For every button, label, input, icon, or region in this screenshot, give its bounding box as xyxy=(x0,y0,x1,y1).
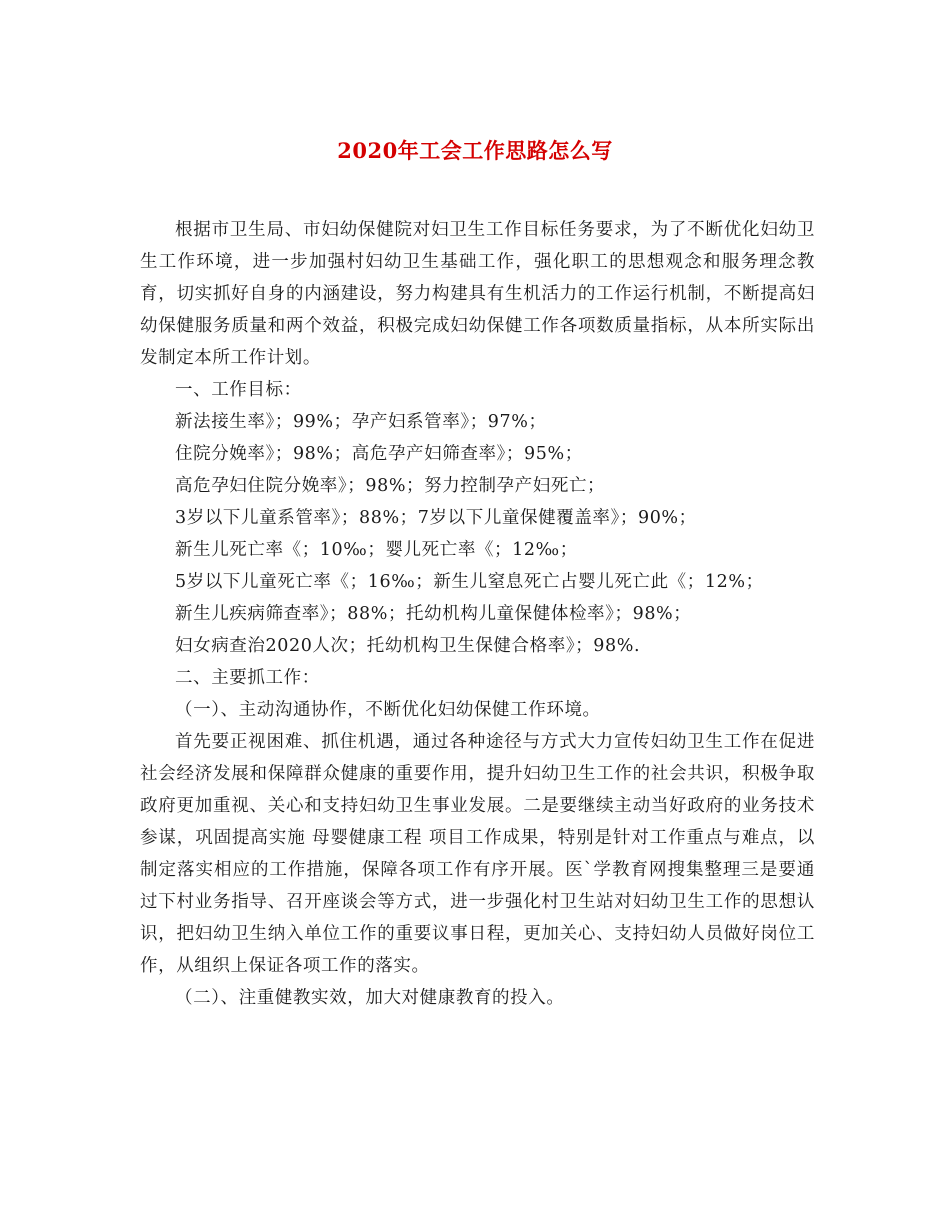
subsection-heading-1: （一）、主动沟通协作，不断优化妇幼保健工作环境。 xyxy=(175,700,601,720)
section-heading-goals: 一、工作目标： xyxy=(175,380,302,400)
document-body xyxy=(140,214,815,1014)
subsection-heading-2: （二）、注重健教实效，加大对健康教育的投入。 xyxy=(175,988,565,1008)
section-heading-main-work: 二、主要抓工作： xyxy=(175,668,320,688)
goal-line: 3岁以下儿童系管率》；88%；7岁以下儿童保健覆盖率》；90%； xyxy=(175,508,697,528)
goal-line: 5岁以下儿童死亡率《；16‰；新生儿窒息死亡占婴儿死亡此《；12%； xyxy=(175,572,764,592)
goal-line: 新生儿死亡率《；10‰；婴儿死亡率《；12‰； xyxy=(175,540,578,560)
subsection-1-paragraph: 首先要正视困难、抓住机遇，通过各种途径与方式大力宣传妇幼卫生工作在促进社会经济发展和保障群众健康的重要作用，提升妇幼卫生工作的社会共识，积极争取政府更加重视、关心和支持妇幼卫生事业发展。二是要继续主动当好政府的业务技术参谋，巩固提高实施 母婴健康工程 项目工作成果，特别是针对工作重点与难点，以制定落实相应的工作措施，保障各项工作有序开展。医`学教育网搜集整理三是要通过下村业务指导、召开座谈会等方式，进一步强化村卫生站对妇幼卫生工作的思想认识，把妇幼卫生纳入单位工作的重要议事日程，更加关心、支持妇幼人员做好岗位工作，从组织上保证各项工作的落实。 xyxy=(140,732,815,976)
intro-paragraph: 根据市卫生局、市妇幼保健院对妇卫生工作目标任务要求，为了不断优化妇幼卫生工作环境，进一步加强村妇幼卫生基础工作，强化职工的思想观念和服务理念教育，切实抓好自身的内涵建设，努力构建具有生机活力的工作运行机制，不断提高妇幼保健服务质量和两个效益，积极完成妇幼保健工作各项数质量指标，从本所实际出发制定本所工作计划。 xyxy=(140,220,815,368)
goal-line: 妇女病查治2020人次；托幼机构卫生保健合格率》；98%. xyxy=(175,636,641,656)
document-title: 2020年工会工作思路怎么写 xyxy=(337,138,613,163)
goal-line: 新生儿疾病筛查率》；88%；托幼机构儿童保健体检率》；98%； xyxy=(175,604,692,624)
goal-line: 住院分娩率》；98%；高危孕产妇筛查率》；95%； xyxy=(175,444,583,464)
goal-line: 高危孕妇住院分娩率》；98%；努力控制孕产妇死亡； xyxy=(175,476,606,496)
goal-line: 新法接生率》；99%；孕产妇系管率》；97%； xyxy=(175,412,547,432)
